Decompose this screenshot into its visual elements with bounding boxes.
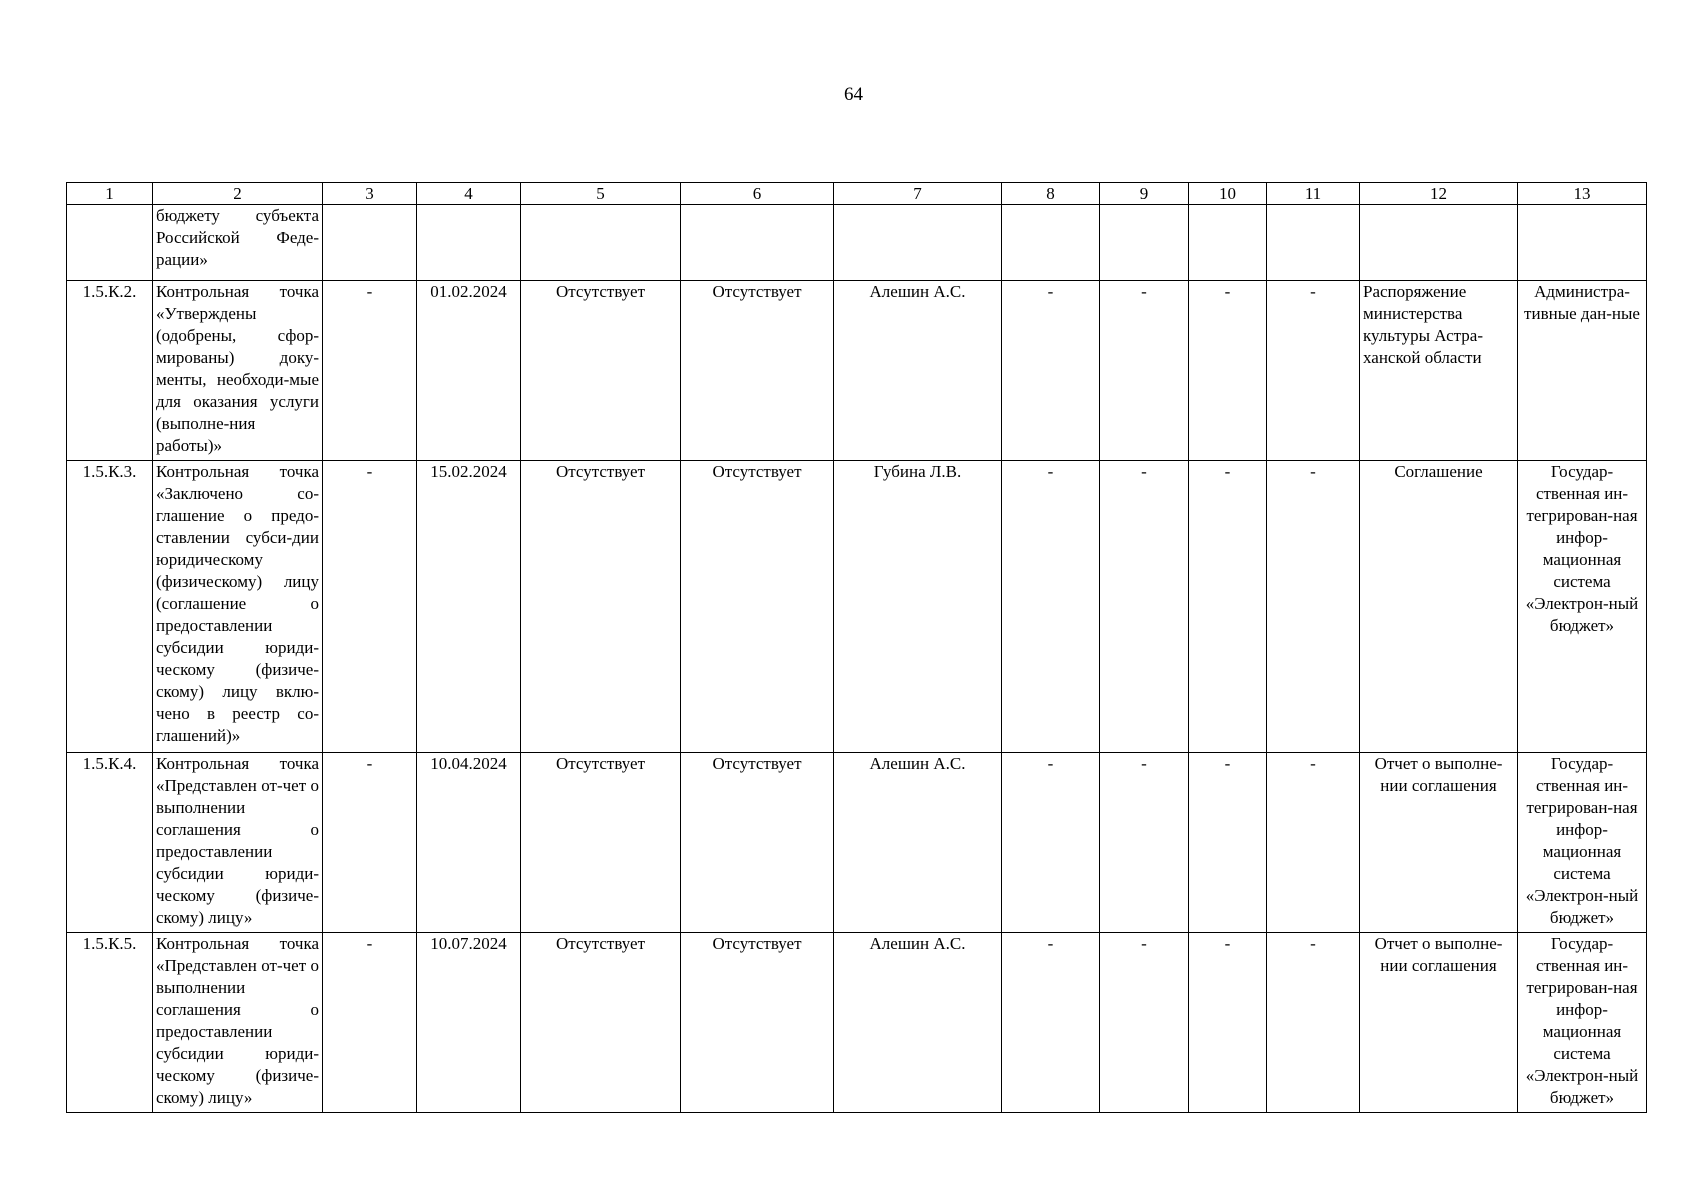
cell-col6: Отсутствует <box>681 753 834 933</box>
deadline-date: 10.07.2024 <box>417 933 521 1113</box>
column-header: 5 <box>521 183 681 205</box>
cell-col3: - <box>323 753 417 933</box>
cell-col8: - <box>1002 281 1100 461</box>
basis-document <box>1360 205 1518 281</box>
cell-col9 <box>1100 205 1189 281</box>
cell-col5: Отсутствует <box>521 933 681 1113</box>
control-points-table <box>66 182 1647 1113</box>
cell-col3: - <box>323 281 417 461</box>
deadline-date: 15.02.2024 <box>417 461 521 753</box>
basis-document: Соглашение <box>1360 461 1518 753</box>
column-header: 3 <box>323 183 417 205</box>
table-row <box>67 933 1647 1113</box>
info-source: Государ-ственная ин-тегрирован-ная инфор-мационная система «Электрон-ный бюджет» <box>1518 933 1647 1113</box>
column-header: 10 <box>1189 183 1267 205</box>
cell-col8: - <box>1002 753 1100 933</box>
column-header: 9 <box>1100 183 1189 205</box>
control-point-name: бюджету субъекта Российской Феде-рации» <box>153 205 323 281</box>
cell-col5: Отсутствует <box>521 753 681 933</box>
cell-col8: - <box>1002 933 1100 1113</box>
table-row <box>67 281 1647 461</box>
info-source: Администра-тивные дан-ные <box>1518 281 1647 461</box>
basis-document: Распоряжение министерства культуры Астра-ханской области <box>1360 281 1518 461</box>
column-header: 7 <box>834 183 1002 205</box>
info-source: Государ-ственная ин-тегрирован-ная инфор-мационная система «Электрон-ный бюджет» <box>1518 753 1647 933</box>
page-number: 64 <box>844 84 863 105</box>
row-number <box>67 205 153 281</box>
cell-col9: - <box>1100 281 1189 461</box>
cell-col6: Отсутствует <box>681 461 834 753</box>
cell-col11: - <box>1267 461 1360 753</box>
cell-col5 <box>521 205 681 281</box>
responsible-person: Алешин А.С. <box>834 753 1002 933</box>
cell-col9: - <box>1100 933 1189 1113</box>
column-header: 13 <box>1518 183 1647 205</box>
control-point-name: Контрольная точка «Заключено со-глашение о предо-ставлении субси-дии юридическому (физическому) лицу (соглашение о предоставлении субсидии юриди-ческому (физиче-скому) лицу вклю-чено в реестр со-глашений)» <box>153 461 323 753</box>
deadline-date <box>417 205 521 281</box>
table-row <box>67 205 1647 281</box>
cell-col3: - <box>323 933 417 1113</box>
basis-document: Отчет о выполне-нии соглашения <box>1360 933 1518 1113</box>
column-header: 11 <box>1267 183 1360 205</box>
control-point-name: Контрольная точка «Утверждены (одобрены, сфор-мированы) доку-менты, необходи-мые для оказания услуги (выполне-ния работы)» <box>153 281 323 461</box>
deadline-date: 01.02.2024 <box>417 281 521 461</box>
cell-col3 <box>323 205 417 281</box>
responsible-person <box>834 205 1002 281</box>
info-source <box>1518 205 1647 281</box>
cell-col9: - <box>1100 753 1189 933</box>
cell-col10: - <box>1189 753 1267 933</box>
row-number: 1.5.К.2. <box>67 281 153 461</box>
cell-col10: - <box>1189 281 1267 461</box>
cell-col11: - <box>1267 753 1360 933</box>
control-point-name: Контрольная точка «Представлен от-чет о выполнении соглашения о предоставлении субсидии юриди-ческому (физиче-скому) лицу» <box>153 933 323 1113</box>
cell-col11: - <box>1267 933 1360 1113</box>
cell-col9: - <box>1100 461 1189 753</box>
cell-col11 <box>1267 205 1360 281</box>
cell-col10: - <box>1189 933 1267 1113</box>
cell-col6: Отсутствует <box>681 281 834 461</box>
cell-col5: Отсутствует <box>521 461 681 753</box>
cell-col10 <box>1189 205 1267 281</box>
cell-col10: - <box>1189 461 1267 753</box>
cell-col5: Отсутствует <box>521 281 681 461</box>
column-header: 1 <box>67 183 153 205</box>
cell-col11: - <box>1267 281 1360 461</box>
cell-col6 <box>681 205 834 281</box>
table-row <box>67 461 1647 753</box>
responsible-person: Алешин А.С. <box>834 281 1002 461</box>
row-number: 1.5.К.5. <box>67 933 153 1113</box>
cell-col8 <box>1002 205 1100 281</box>
info-source: Государ-ственная ин-тегрирован-ная инфор-мационная система «Электрон-ный бюджет» <box>1518 461 1647 753</box>
row-number: 1.5.К.4. <box>67 753 153 933</box>
cell-col8: - <box>1002 461 1100 753</box>
column-header: 6 <box>681 183 834 205</box>
responsible-person: Губина Л.В. <box>834 461 1002 753</box>
column-header: 2 <box>153 183 323 205</box>
column-header: 8 <box>1002 183 1100 205</box>
column-header: 4 <box>417 183 521 205</box>
deadline-date: 10.04.2024 <box>417 753 521 933</box>
row-number: 1.5.К.3. <box>67 461 153 753</box>
responsible-person: Алешин А.С. <box>834 933 1002 1113</box>
column-header: 12 <box>1360 183 1518 205</box>
control-point-name: Контрольная точка «Представлен от-чет о выполнении соглашения о предоставлении субсидии юриди-ческому (физиче-скому) лицу» <box>153 753 323 933</box>
cell-col6: Отсутствует <box>681 933 834 1113</box>
basis-document: Отчет о выполне-нии соглашения <box>1360 753 1518 933</box>
table-row <box>67 753 1647 933</box>
column-number-row <box>67 183 1647 205</box>
cell-col3: - <box>323 461 417 753</box>
